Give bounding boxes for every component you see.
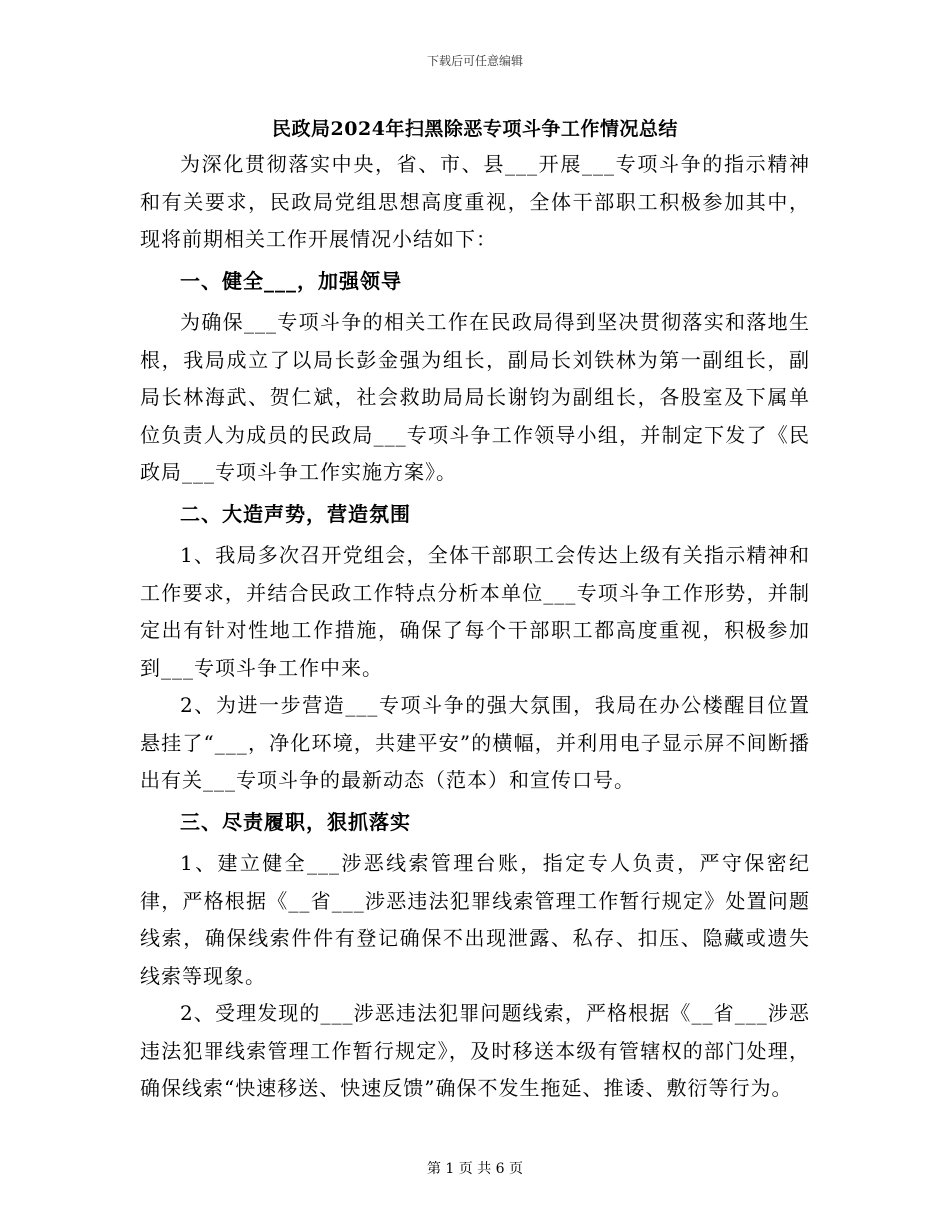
section1-paragraph: 为确保___专项斗争的相关工作在民政局得到坚决贯彻落实和落地生根，我局成立了以局长彭金强为组长，副局长刘铁林为第一副组长，副局长林海武、贺仁斌，社会救助局局长谢钧为副组长，各股室及下属单位负责人为成员的民政局___专项斗争工作领导小组，并制定下发了《民政局___专项斗争工作实施方案》。 <box>140 310 810 484</box>
section3-heading: 三、尽责履职，狠抓落实 <box>180 809 411 834</box>
section3-paragraph-1: 1、建立健全___涉恶线索管理台账，指定专人负责，严守保密纪律，严格根据《__省___涉恶违法犯罪线索管理工作暂行规定》处置问题线索，确保线索件件有登记确保不出现泄露、私存、扣压、隐藏或遗失线索等现象。 <box>140 851 810 988</box>
section3-paragraph-2: 2、受理发现的___涉恶违法犯罪问题线索，严格根据《__省___涉恶违法犯罪线索管理工作暂行规定》，及时移送本级有管辖权的部门处理，确保线索“快速移送、快速反馈”确保不发生拖延、推诿、敷衍等行为。 <box>140 1001 810 1100</box>
section2-heading: 二、大造声势，营造氛围 <box>180 501 411 526</box>
page-number-footer: 第 1 页 共 6 页 <box>426 1161 524 1177</box>
section2-paragraph-2: 2、为进一步营造___专项斗争的强大氛围，我局在办公楼醒目位置悬挂了“___，净化环境，共建平安”的横幅，并利用电子显示屏不间断播出有关___专项斗争的最新动态（范本）和宣传口号。 <box>140 693 810 792</box>
section2-paragraph-1: 1、我局多次召开党组会，全体干部职工会传达上级有关指示精神和工作要求，并结合民政工作特点分析本单位___专项斗争工作形势，并制定出有针对性地工作措施，确保了每个干部职工都高度重视，积极参加到___专项斗争工作中来。 <box>140 543 810 680</box>
intro-paragraph: 为深化贯彻落实中央，省、市、县___开展___专项斗争的指示精神和有关要求，民政局党组思想高度重视，全体干部职工积极参加其中，现将前期相关工作开展情况小结如下： <box>140 152 810 251</box>
section1-heading: 一、健全___，加强领导 <box>180 268 402 293</box>
header-note: 下载后可任意编辑 <box>426 54 523 68</box>
document-body <box>140 146 810 1108</box>
document-title: 民政局2024年扫黑除恶专项斗争工作情况总结 <box>272 118 678 140</box>
